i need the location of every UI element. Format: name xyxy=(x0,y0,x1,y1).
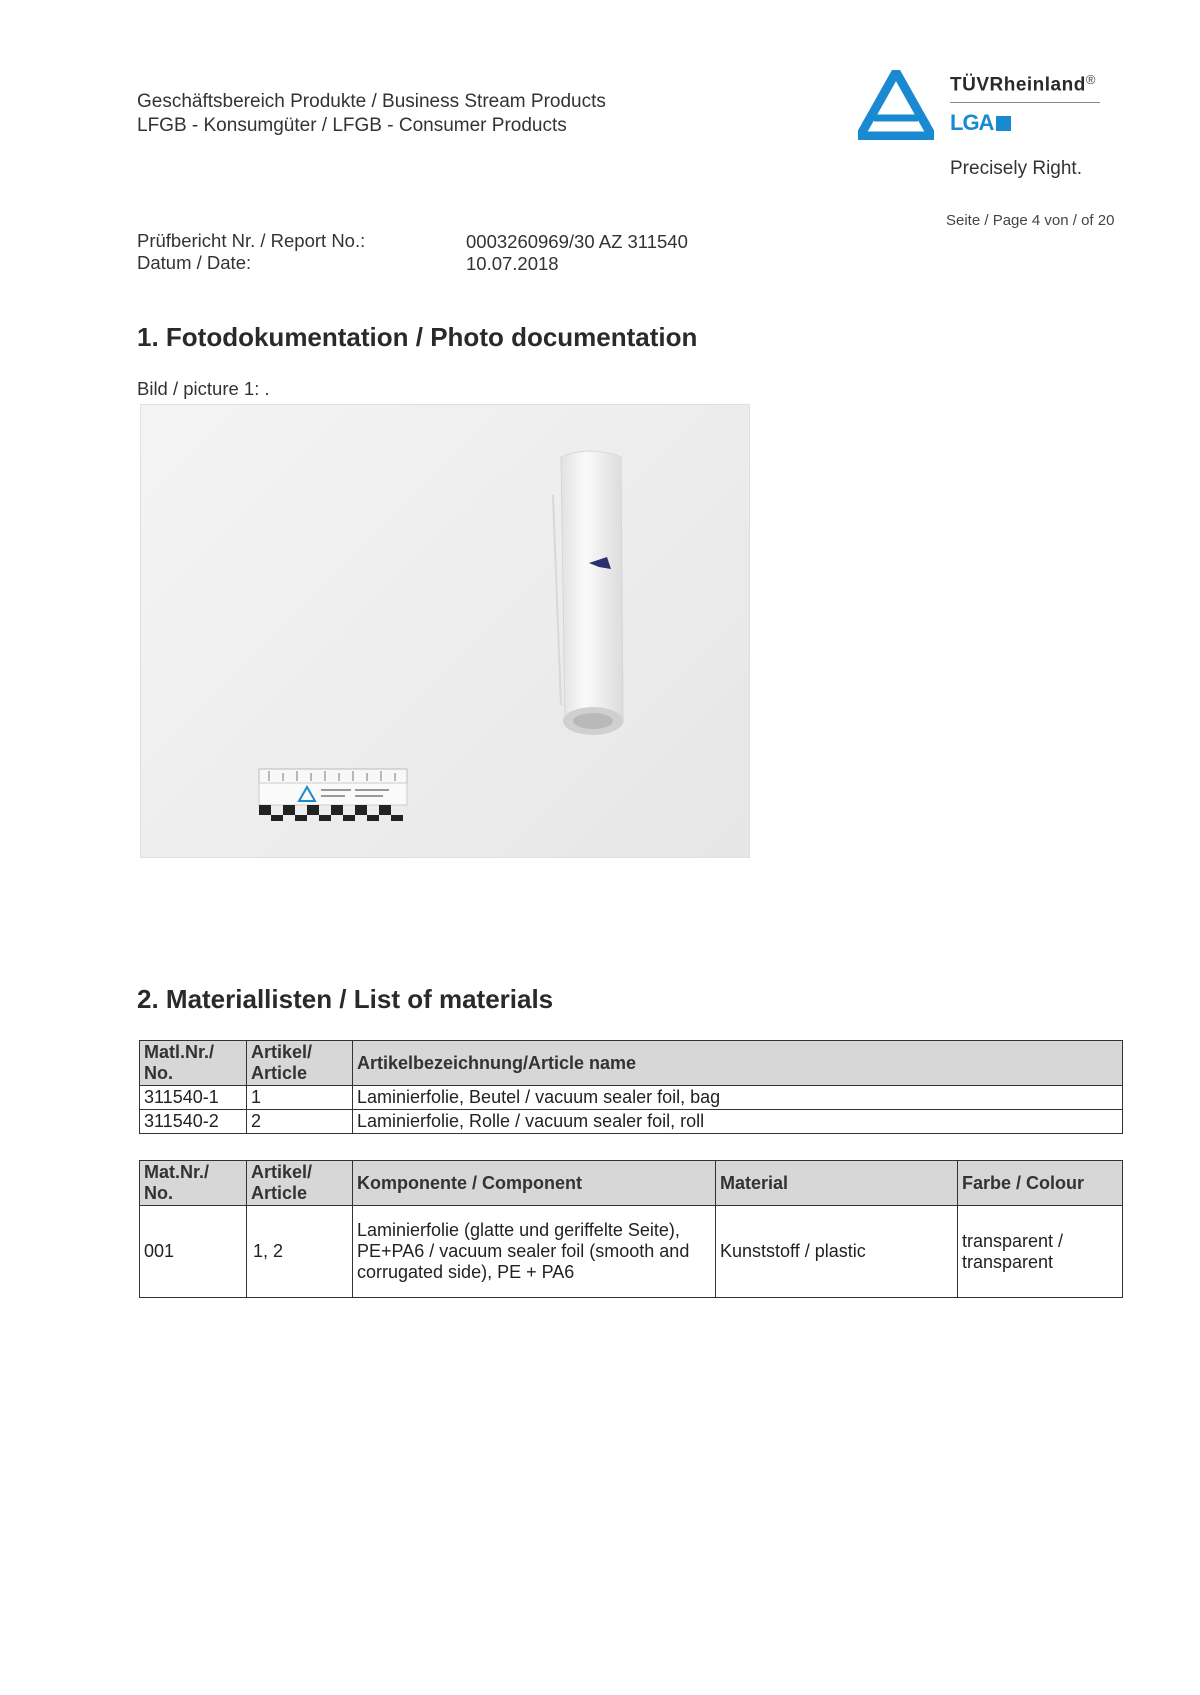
cell-matl-no: 311540-1 xyxy=(140,1086,247,1110)
logo-brand xyxy=(950,72,1095,96)
cell-article: 1, 2 xyxy=(247,1206,353,1298)
business-stream-line: Geschäftsbereich Produkte / Business Stream Products xyxy=(137,91,606,112)
cell-mat-no: 001 xyxy=(140,1206,247,1298)
table-row xyxy=(140,1110,1123,1134)
cell-article-name: Laminierfolie, Rolle / vacuum sealer foil, roll xyxy=(353,1110,1123,1134)
table-row xyxy=(140,1086,1123,1110)
tuv-triangle-icon xyxy=(858,70,934,140)
article-list-table xyxy=(139,1040,1123,1134)
report-no-value: 0003260969/30 AZ 311540 xyxy=(466,231,688,252)
registered-mark: ® xyxy=(1085,72,1096,87)
col-matl-no: Matl.Nr./ No. xyxy=(140,1041,247,1086)
section-2-title: 2. Materiallisten / List of materials xyxy=(137,984,554,1014)
picture-caption: Bild / picture 1: . xyxy=(137,378,270,399)
cell-component: Laminierfolie (glatte und geriffelte Seite), PE+PA6 / vacuum sealer foil (smooth and corrugated side), PE + PA6 xyxy=(353,1206,716,1298)
cell-article-name: Laminierfolie, Beutel / vacuum sealer foil, bag xyxy=(353,1086,1123,1110)
table-header-row xyxy=(140,1161,1123,1206)
col-article: Artikel/ Article xyxy=(247,1161,353,1206)
col-material: Material xyxy=(716,1161,958,1206)
col-article-name: Artikelbezeichnung/Article name xyxy=(353,1041,1123,1086)
component-table xyxy=(139,1160,1123,1298)
col-component: Komponente / Component xyxy=(353,1161,716,1206)
logo-slogan: Precisely Right. xyxy=(950,158,1082,179)
col-article: Artikel/ Article xyxy=(247,1041,353,1086)
cell-article: 2 xyxy=(247,1110,353,1134)
logo-lga xyxy=(950,110,1011,136)
cell-article: 1 xyxy=(247,1086,353,1110)
logo-divider xyxy=(950,102,1100,103)
lga-square-icon xyxy=(996,116,1011,131)
cell-material: Kunststoff / plastic xyxy=(716,1206,958,1298)
date-value: 10.07.2018 xyxy=(466,253,559,274)
table-row xyxy=(140,1206,1123,1298)
consumer-products-line: LFGB - Konsumgüter / LFGB - Consumer Products xyxy=(137,115,567,136)
logo-brand-text: TÜVRheinland xyxy=(950,74,1086,96)
product-photo xyxy=(140,404,750,858)
cell-colour: transparent / transparent xyxy=(958,1206,1123,1298)
col-colour: Farbe / Colour xyxy=(958,1161,1123,1206)
section-1-title: 1. Fotodokumentation / Photo documentation xyxy=(137,322,698,352)
cell-matl-no: 311540-2 xyxy=(140,1110,247,1134)
table-header-row xyxy=(140,1041,1123,1086)
date-label: Datum / Date: xyxy=(137,252,252,273)
page-number: Seite / Page 4 von / of 20 xyxy=(946,212,1115,229)
logo-lga-text: LGA xyxy=(950,110,994,135)
col-mat-no: Mat.Nr./ No. xyxy=(140,1161,247,1206)
report-no-label: Prüfbericht Nr. / Report No.: xyxy=(137,230,366,251)
